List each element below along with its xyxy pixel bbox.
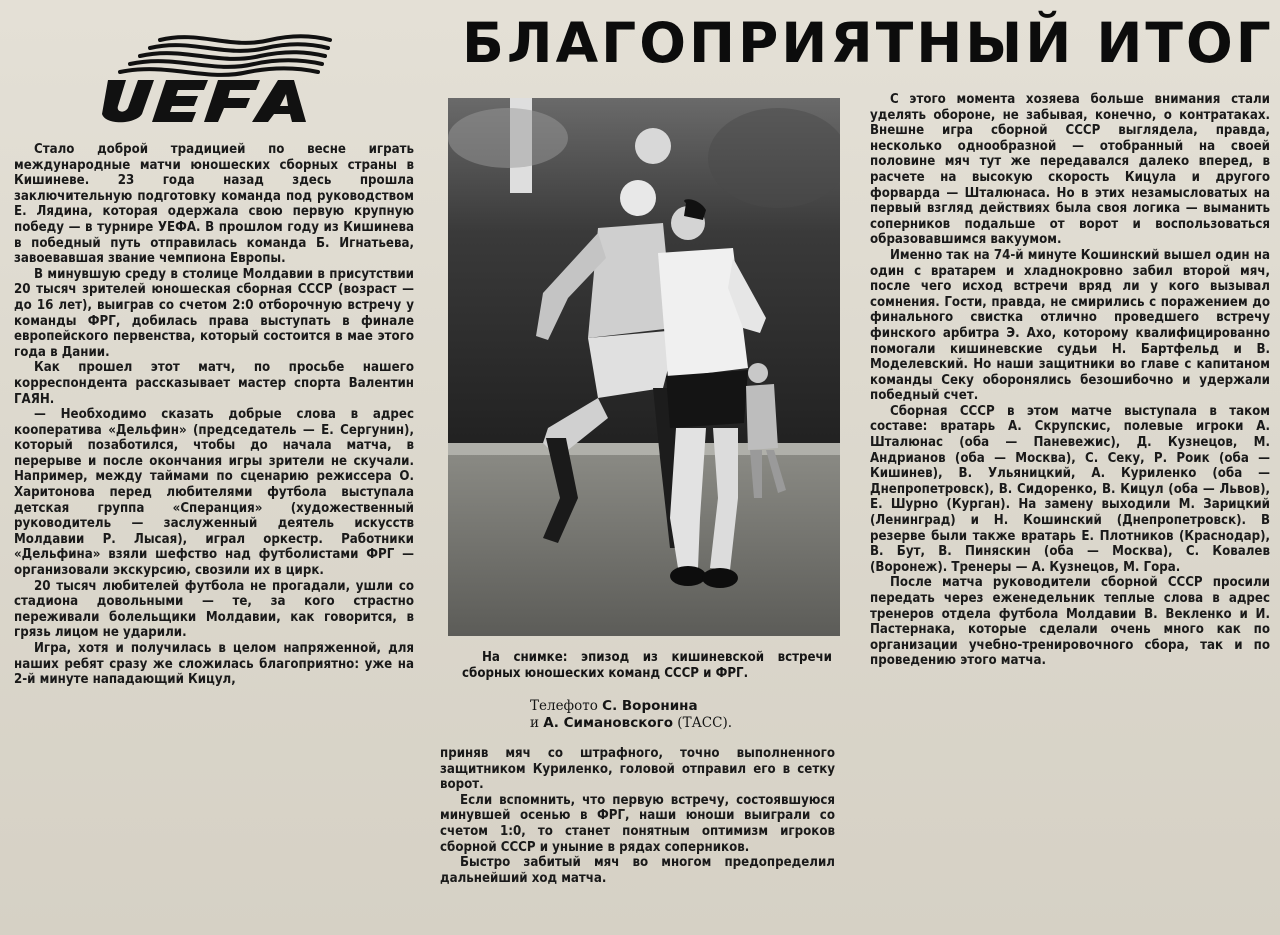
paragraph: В минувшую среду в столице Молдавии в присутствии 20 тысяч зрителей юношеская сборная СССР (возраст — до 16 лет), выиграв со счетом 2:0 отборочную встречу у команды ФРГ, добилась права выступать в финале европейского первенства, который состоится в мае этого года в Дании.: [14, 266, 414, 360]
paragraph: Игра, хотя и получилась в целом напряженной, для наших ребят сразу же сложилась благоприятно: уже на 2-й минуте нападающий Кицул,: [14, 641, 414, 688]
paragraph: Как прошел этот матч, по просьбе нашего корреспондента рассказывает мастер спорта Валентин ГАЯН.: [14, 360, 414, 407]
uefa-logo-icon: [80, 28, 340, 128]
paragraph: 20 тысяч любителей футбола не прогадали, ушли со стадиона довольными — те, за кого страстно переживали болельщики Молдавии, как говорится, в грязь лицом не ударили.: [14, 578, 414, 641]
credit-author: С. Воронина: [602, 698, 698, 714]
article-column-2: [440, 746, 835, 931]
paragraph: Если вспомнить, что первую встречу, состоявшуюся минувшей осенью в ФРГ, наши юноши выиграли со счетом 1:0, то станет понятным оптимизм игроков сборной СССР и уныние в рядах соперников.: [440, 792, 835, 855]
credit-agency: (ТАСС).: [677, 715, 733, 731]
article-column-3: [870, 92, 1270, 932]
article-column-1: [14, 142, 414, 932]
paragraph: Сборная СССР в этом матче выступала в таком составе: вратарь А. Скрупскис, полевые игроки А. Шталюнас (оба — Паневежис), Д. Кузнецов, М. Андрианов (оба — Москва), С. Секу, Р. Роик (оба — Кишинев), В. Ульяницкий, А. Куриленко (оба — Днепропетровск), В. Сидоренко, В. Кицул (оба — Львов), Е. Шурно (Курган). На замену выходили М. Зарицкий (Ленинград) и Н. Кошинский (Днепропетровск). В резерве были также вратарь Е. Плотников (Краснодар), В. Бут, В. Пиняскин (оба — Москва), С. Ковалев (Воронеж). Тренеры — А. Кузнецов, М. Гора.: [870, 403, 1270, 575]
credit-author: А. Симановского: [543, 715, 673, 731]
headline: БЛАГОПРИЯТНЫЙ ИТОГ: [462, 11, 1274, 75]
paragraph: С этого момента хозяева больше внимания стали уделять обороне, не забывая, конечно, о контратаках. Внешне игра сборной СССР выглядела, правда, несколько однообразной — отобранный на своей половине мяч тут же передавался далеко вперед, в расчете на высокую скорость Кицула и другого форварда — Шталюнаса. Но в этих незамысловатых на первый взгляд действиях была своя логика — выманить соперников подальше от ворот и воспользоваться образовавшимся вакуумом.: [870, 92, 1270, 248]
credit-joiner: и: [530, 715, 539, 731]
credit-prefix: Телефото: [530, 698, 598, 714]
paragraph: Быстро забитый мяч во многом предопределил дальнейший ход матча.: [440, 855, 835, 886]
paragraph: — Необходимо сказать добрые слова в адрес кооператива «Дельфин» (председатель — Е. Сергунин), который позаботился, чтобы до начала матча, в перерыве и после окончания игры зрители не скучали. Например, между таймами по сценарию режиссера О. Харитонова перед любителями футбола выступала детская группа «Сперанция» (художественный руководитель — заслуженный деятель искусств Молдавии Р. Лысая), играл оркестр. Работники «Дельфина» взяли шефство над футболистами ФРГ — организовали экскурсию, свозили их в цирк.: [14, 407, 414, 579]
paragraph: Именно так на 74-й минуте Кошинский вышел один на один с вратарем и хладнокровно забил второй мяч, после чего исход встречи вряд ли у кого вызывал сомнения. Гости, правда, не смирились с поражением до финального свистка отлично проведшего встречу финского арбитра Э. Ахо, которому квалифицированно помогали кишиневские судьи Н. Бартфельд и В. Моделевский. Но наши защитники во главе с капитаном команды Секу оборонялись безошибочно и удержали победный счет.: [870, 247, 1270, 404]
paragraph: После матча руководители сборной СССР просили передать через еженедельник теплые слова в адрес тренеров отдела футбола Молдавии В. Векленко и И. Пастернака, которые сделали очень много как по организации учебно-тренировочного сбора, так и по проведению этого матча.: [870, 575, 1270, 669]
football-match-photo: [448, 98, 840, 636]
photo-caption: На снимке: эпизод из кишиневской встречи сборных юношеских команд СССР и ФРГ.: [462, 650, 832, 681]
paragraph: приняв мяч со штрафного, точно выполненного защитником Куриленко, головой отправил его в сетку ворот.: [440, 746, 835, 793]
photo-credit: [530, 698, 830, 732]
paragraph: Стало доброй традицией по весне играть международные матчи юношеских сборных страны в Кишиневе. 23 года назад здесь прошла заключительную подготовку команда под руководством Е. Лядина, которая одержала свою первую крупную победу — в турнире УЕФА. В прошлом году из Кишинева в победный путь отправилась команда Б. Игнатьева, завоевавшая звание чемпиона Европы.: [14, 142, 414, 267]
